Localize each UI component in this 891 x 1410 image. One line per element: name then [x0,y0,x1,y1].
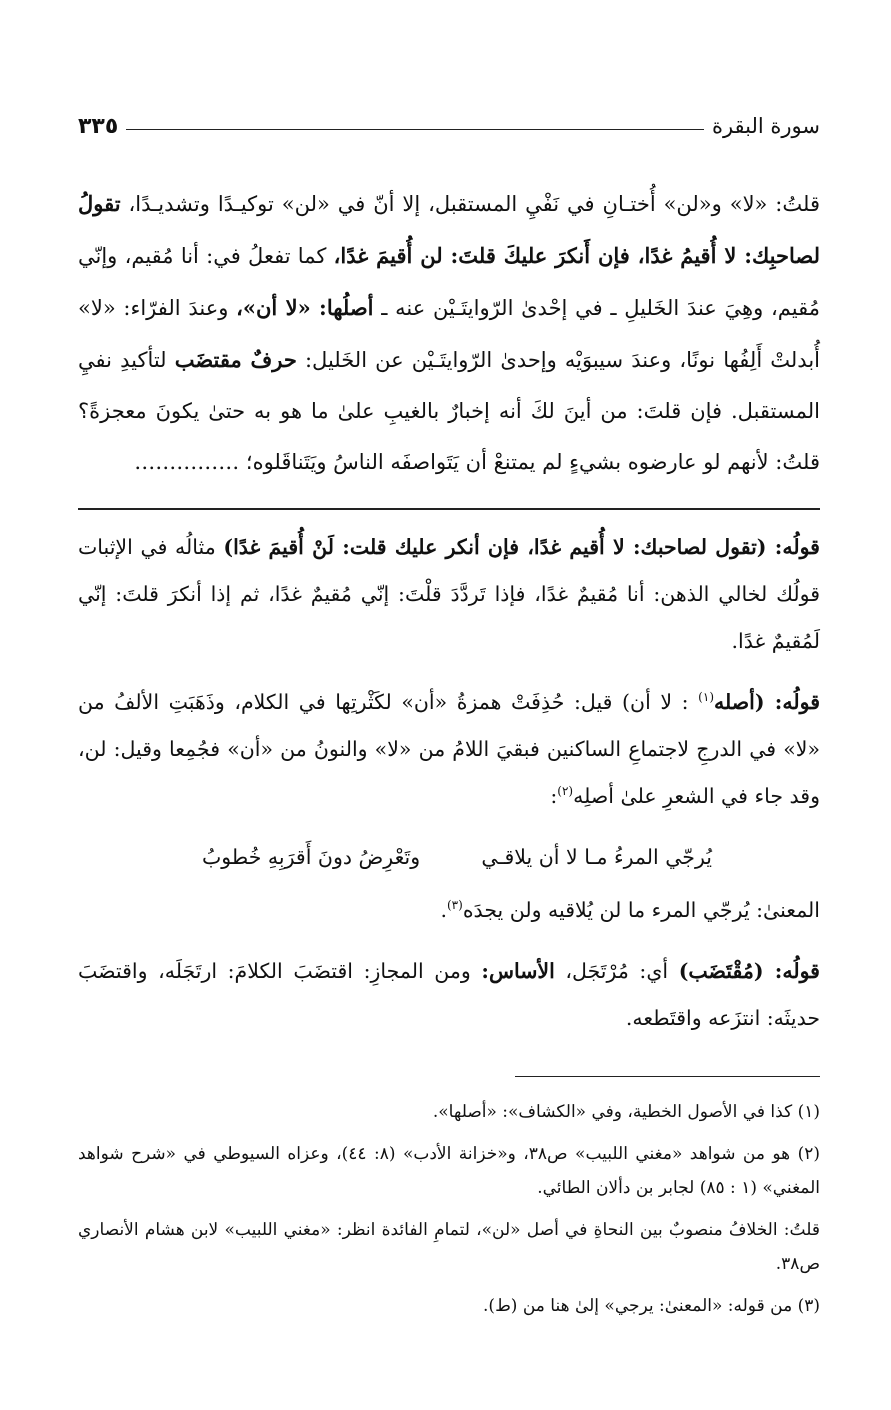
commentary-paragraph [78,948,820,1042]
commentary-text: مثالُه في الإثبات قولُك لخالي الذهن: أنا مُقيمٌ غدًا، فإذا تَردَّدَ قلْتَ: إنّي مُقيمٌ غدًا، ثم إذا أنكرَ قلتَ: إنّي لَمُقيمٌ غدًا. [78,535,820,653]
commentary-lemma: قولُه: (تقول لصاحبك: لا أُقيم غدًا، فإن أنكر عليك قلت: لَنْ أُقيمَ غدًا) [223,535,820,559]
commentary-text: أي: مُرْتَجَل، [565,959,669,983]
book-page [78,108,820,1331]
main-bold-segment: أصلُها: «لا أن»، [236,295,374,320]
page-number: ٣٣٥ [78,113,119,139]
main-text-segment: لتأكيدِ نفيِ المستقبل. فإن قلتَ: من أينَ لكَ أنه إخبارٌ بالغيبِ علىٰ ما هو به حتىٰ يكونَ معجزةً؟ قلتُ: لأنهم لو عارضوه بشيءٍ لم يمتنعْ أن يَتَواصفَه الناسُ ويَتَناقَلوه؛ [78,348,820,474]
footnote: (٣) من قوله: «المعنىٰ: يرجي» إلىٰ هنا من (ط). [483,1296,820,1316]
poetry-verse [78,834,820,881]
colon: : [550,784,558,808]
commentary-lemma: قولُه: (أصله [714,690,820,714]
main-text-segment: قلتُ: «لا» و«لن» أُختـانِ في نَفْيِ المستقبل، إلا أنّ في «لن» توكيـدًا وتشديـدًا، [128,192,820,216]
running-header [78,108,820,144]
commentary-text: المعنىٰ: يُرجّي المرء ما لن يُلاقيه ولن يجدَه [462,898,820,922]
footnote: (٢) هو من شواهد «مغني اللبيب» ص٣٨، و«خزانة الأدب» (٨: ٤٤)، وعزاه السيوطي في «شرح شواهد المغني» (١ : ٨٥) لجابر بن دألان الطائي. [78,1144,820,1198]
commentary-text: : لا أن) قيل: حُذِفَتْ همزةُ «أن» لكَثْرتِها في الكلام، وذَهَبَتِ الألفُ من «لا» في الدرجِ لاجتماعِ الساكنين فبقيَ اللامُ من «لا» والنونُ من «أن» فجُمِعا وقيل: لن، وقد جاء في الشعرِ علىٰ أصلِه [78,690,820,808]
footnote-ref[interactable]: (١) [698,690,714,705]
main-bold-segment: حرفٌ مقتضَب [174,347,297,372]
footnote-separator [515,1076,820,1077]
main-bold-segment: تقولُ لصاحبِك: لا أُقيمُ غدًا، فإن أَنكرَ عليكَ قلتَ: لن أُقيمَ غدًا، [78,191,820,268]
footnote: (١) كذا في الأصول الخطية، وفي «الكشاف»: «أصلها». [432,1102,820,1122]
commentary-paragraph [78,524,820,665]
verse-first-hemistich: يُرجّي المرءُ مـا لا أن يلاقـي [481,845,712,869]
main-paragraph [78,178,820,488]
main-text [78,178,820,488]
verse-second-hemistich: وتَعْرِضُ دونَ أَقرَبِهِ خُطوبُ [202,845,421,869]
footnote-ref[interactable]: (٢) [557,784,574,799]
header-rule [126,129,704,130]
commentary [78,524,820,1042]
footnote-ref[interactable]: (٣) [446,898,463,913]
surah-title: سورة البقرة [711,114,820,138]
commentary-lemma: قولُه: (مُقْتَضَب) [678,959,820,983]
commentary-paragraph [78,679,820,820]
source-name: الأساس: [481,959,555,983]
commentary-paragraph [78,887,820,934]
main-text-segment: وعندَ الفرّاء: «لا» أُبدلتْ أَلِفُها نونًا، وعندَ سيبوَيْه وإحدىٰ الرّوايتَـيْن عن الخَليل: [78,296,820,372]
period: . [440,898,447,922]
footnotes [78,1095,820,1323]
ellipsis-dots: …………… [134,450,240,474]
main-text-segment: كما تفعلُ في: أنا مُقيم، وإنّي مُقيم، وهِيَ عندَ الخَليلِ ـ في إحْدىٰ الرّوايتَـيْن عنه ـ [78,244,820,320]
section-divider [78,508,820,510]
footnote-continuation: قلتُ: الخلافُ منصوبٌ بين النحاةِ في أصل «لن»، لتمامِ الفائدة انظر: «مغني اللبيب» لابن هشام الأنصاري ص٣٨. [78,1220,820,1274]
commentary-text: ومن المجازِ: اقتضَبَ الكلامَ: ارتَجَلَه، واقتضَبَ حديثَه: انتزَعه واقتَطعه. [78,959,820,1030]
